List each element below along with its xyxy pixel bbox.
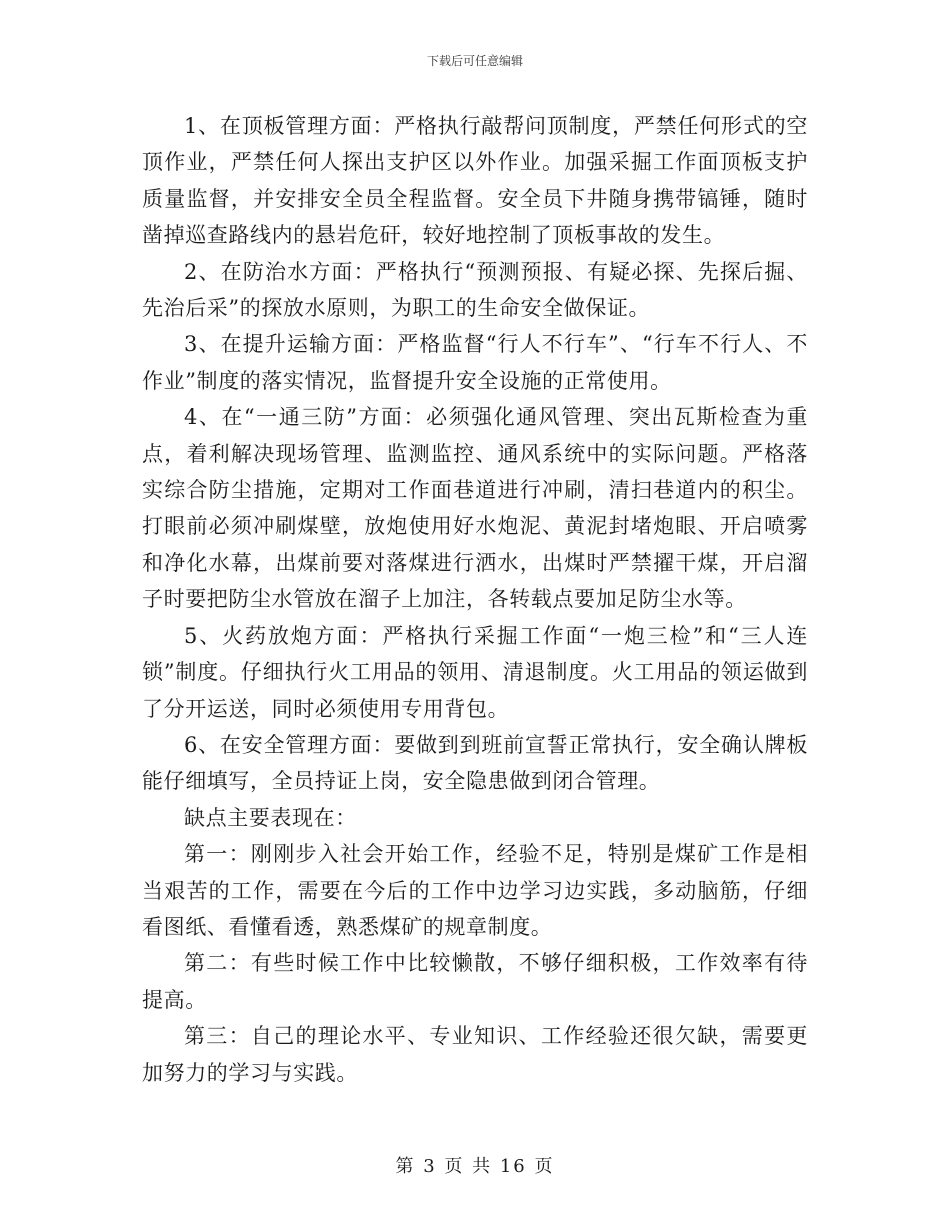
paragraph-shortcomings-intro: 缺点主要表现在： xyxy=(184,805,357,830)
paragraph-ventilation: 4、在“一通三防”方面：必须强化通风管理、突出瓦斯检查为重点，着利解决现场管理、监测监控、通风系统中的实际问题。严格落实综合防尘措施，定期对工作面巷道进行冲刷，清扫巷道内的积尘。打眼前必须冲刷煤壁，放炮使用好水炮泥、黄泥封堵炮眼、开启喷雾和净化水幕，出煤前要对落煤进行洒水，出煤时严禁擢干煤，开启溜子时要把防尘水管放在溜子上加注，各转载点要加足防尘水等。 xyxy=(142,405,808,612)
page-header: 下载后可任意编辑 xyxy=(426,54,523,68)
paragraph-shortcoming-2: 第二：有些时候工作中比较懒散，不够仔细积极，工作效率有待提高。 xyxy=(142,951,808,1012)
page-number-footer: 第 3 页 共 16 页 xyxy=(395,1156,555,1177)
paragraph-shortcoming-1: 第一：刚刚步入社会开始工作，经验不足，特别是煤矿工作是相当艰苦的工作，需要在今后的工作中边学习边实践，多动脑筋，仔细看图纸、看懂看透，熟悉煤矿的规章制度。 xyxy=(142,842,808,939)
paragraph-water-prevention: 2、在防治水方面：严格执行“预测预报、有疑必探、先探后掘、先治后采”的探放水原则，为职工的生命安全做保证。 xyxy=(142,259,808,321)
paragraph-roof-management: 1、在顶板管理方面：严格执行敲帮问顶制度，严禁任何形式的空顶作业，严禁任何人探出支护区以外作业。加强采掘工作面顶板支护质量监督，并安排安全员全程监督。安全员下井随身携带镐锤，随时凿掉巡查路线内的悬岩危矸，较好地控制了顶板事故的发生。 xyxy=(142,114,808,248)
document-body xyxy=(142,108,808,1091)
paragraph-transport: 3、在提升运输方面：严格监督“行人不行车”、“行车不行人、不作业”制度的落实情况，监督提升安全设施的正常使用。 xyxy=(142,332,808,393)
paragraph-blasting: 5、火药放炮方面：严格执行采掘工作面“一炮三检”和“三人连锁”制度。仔细执行火工用品的领用、清退制度。火工用品的领运做到了分开运送，同时必须使用专用背包。 xyxy=(142,623,808,721)
paragraph-shortcoming-3: 第三：自己的理论水平、专业知识、工作经验还很欠缺，需要更加努力的学习与实践。 xyxy=(142,1024,808,1085)
paragraph-safety-management: 6、在安全管理方面：要做到到班前宣誓正常执行，安全确认牌板能仔细填写，全员持证上岗，安全隐患做到闭合管理。 xyxy=(142,732,808,794)
